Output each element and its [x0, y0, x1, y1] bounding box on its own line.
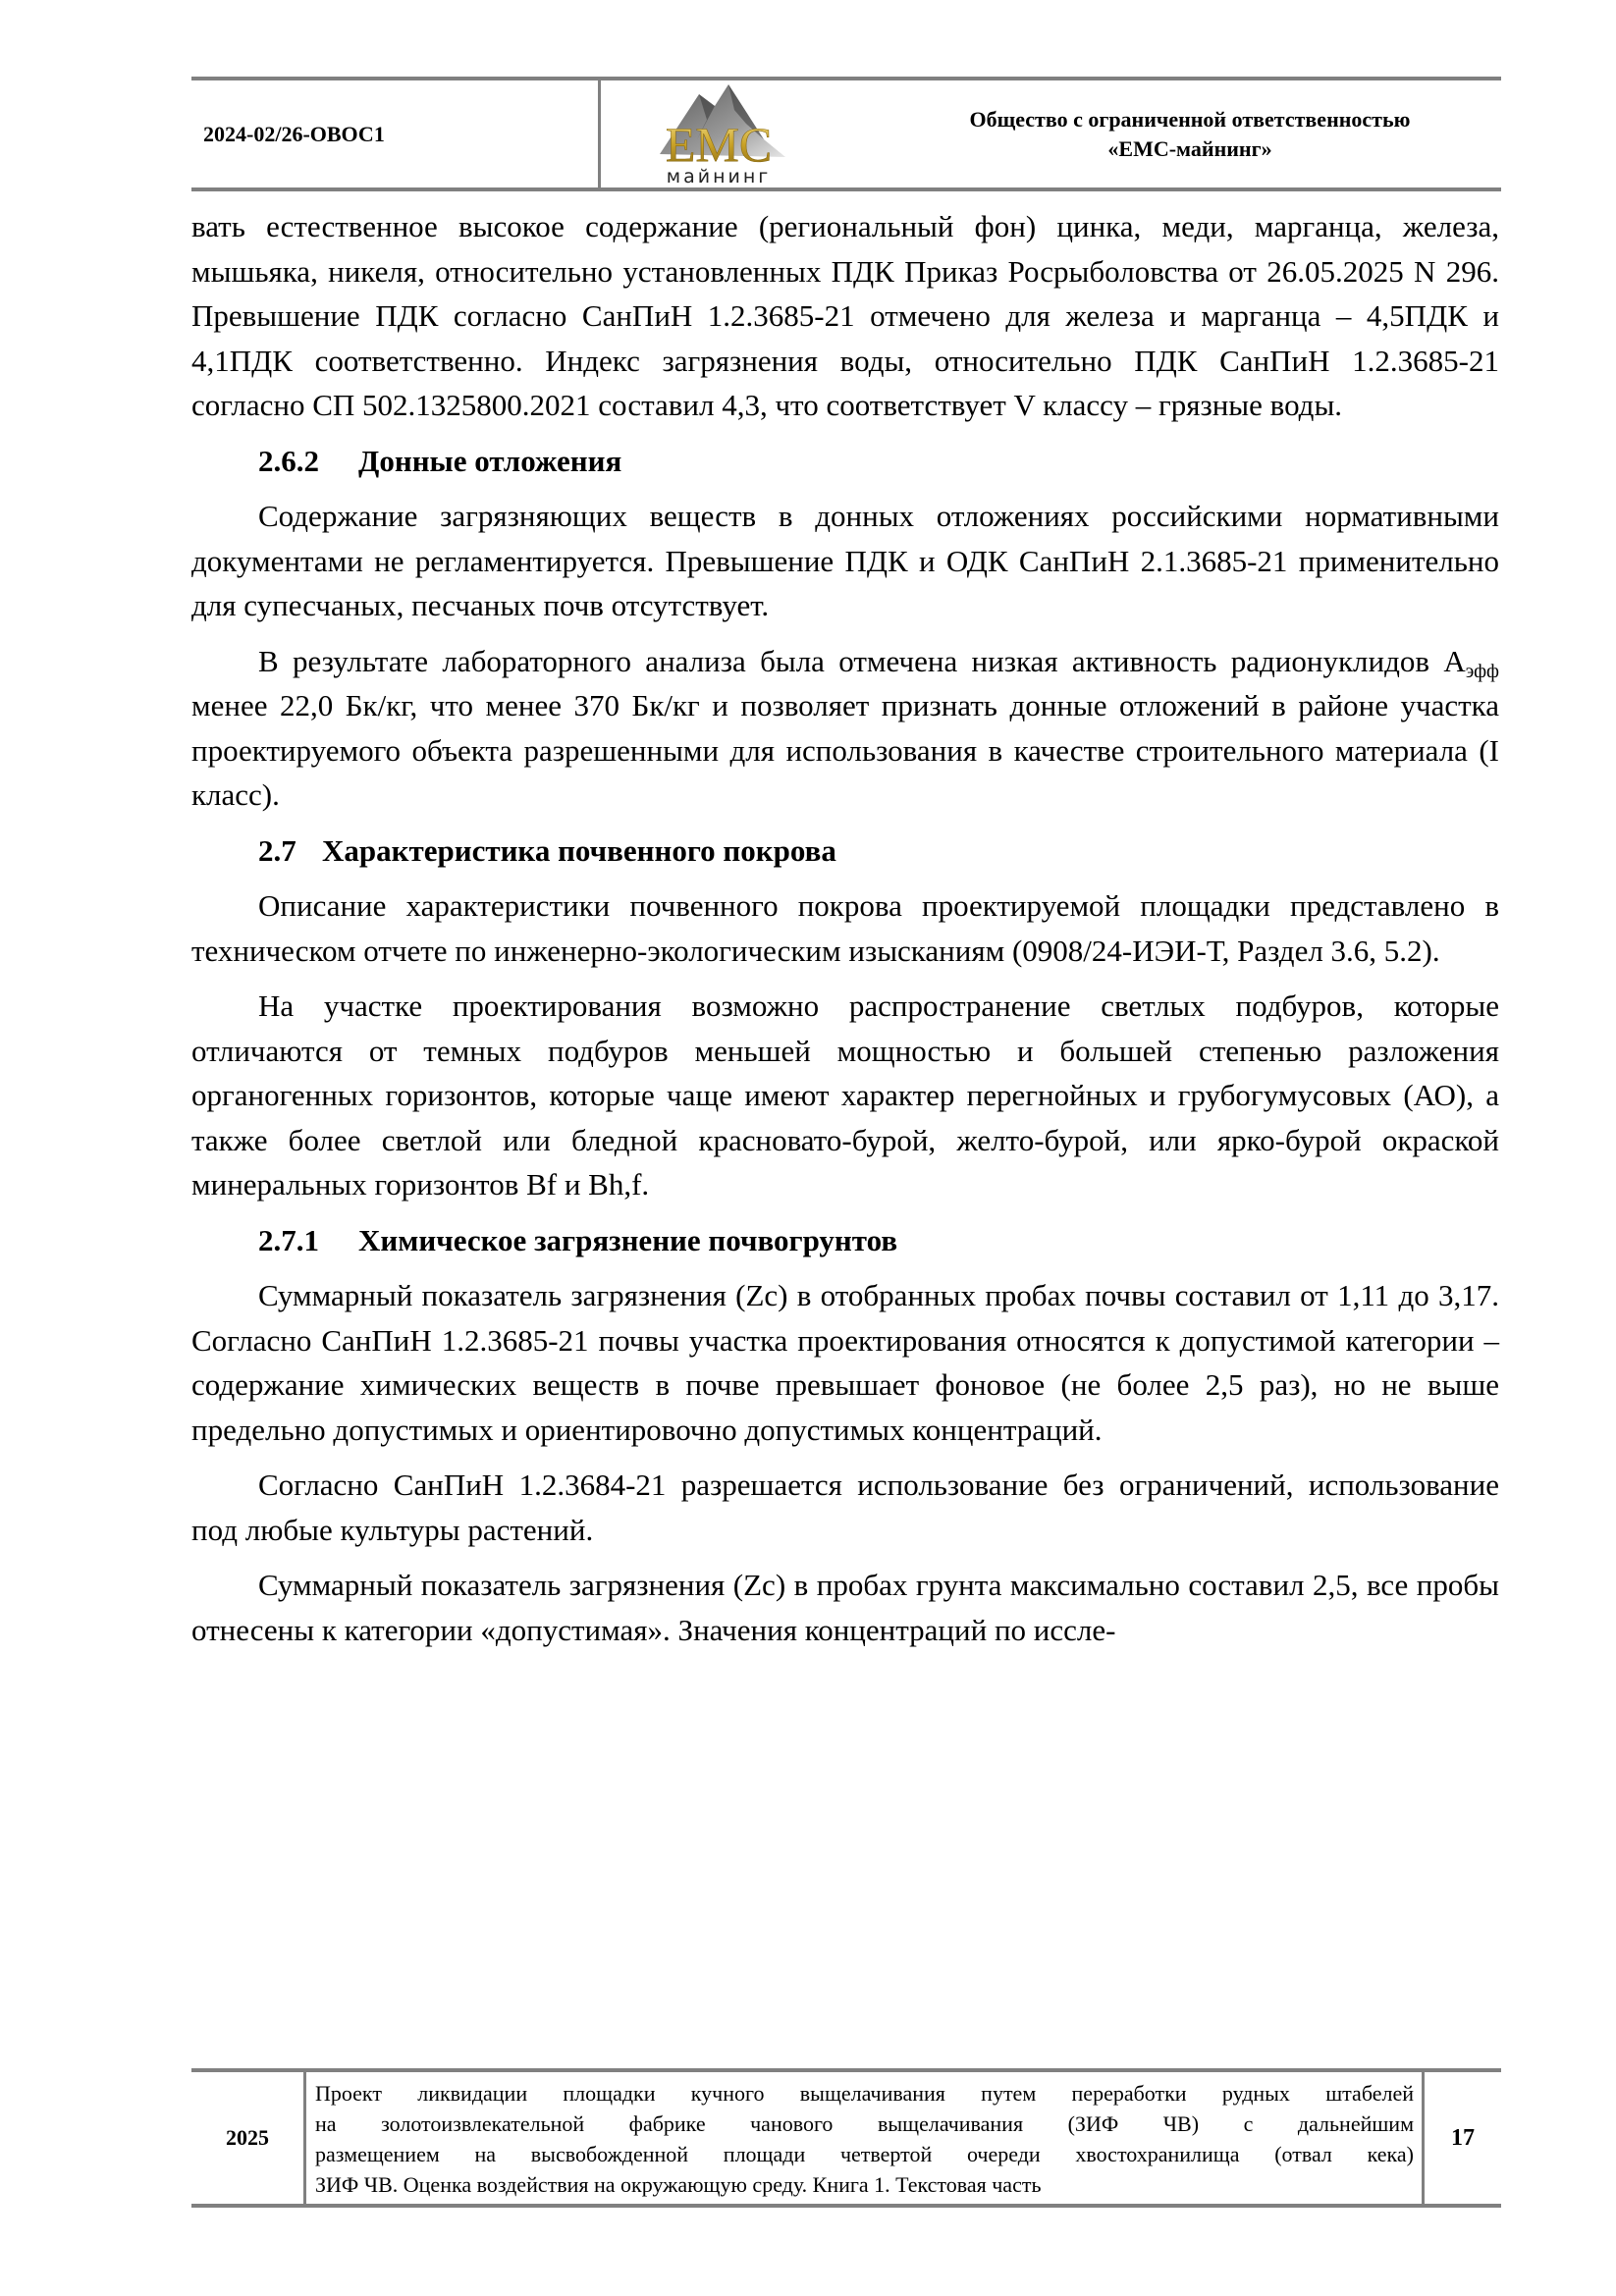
heading-title: Донные отложения [358, 443, 622, 478]
heading-title: Химическое загрязнение почвогрунтов [358, 1222, 898, 1257]
footer-title-line: на золотоизвлекательной фабрике чанового выщелачивания (ЗИФ ЧВ) с дальнейшим [315, 2111, 1414, 2136]
heading-title: Характеристика почвенного покрова [322, 832, 836, 868]
heading-2-6-2 [191, 439, 1499, 484]
footer-title-line: ЗИФ ЧВ. Оценка воздействия на окружающую среду. Книга 1. Текстовая часть [315, 2172, 1042, 2197]
organization-line-2: «ЕМС-майнинг» [1107, 135, 1272, 161]
subscript-eff: эфф [1465, 660, 1499, 682]
paragraph-podburs: На участке проектирования возможно распространение светлых подбуров, которые отличаются от темных подбуров меньшей мощностью и большей степенью разложения органогенных горизонтов, которые чаще имеют характер перегнойных и грубогумусовых (АО), а также более светлой или бледной красновато-бурой, желто-бурой, или ярко-бурой окраской минеральных горизонтов Bf и Bh,f. [191, 988, 1499, 1201]
footer-title-line: Проект ликвидации площадки кучного выщелачивания путем переработки рудных штабелей [315, 2081, 1414, 2106]
heading-number: 2.7 [258, 832, 296, 868]
document-code [191, 80, 601, 187]
paragraph-zc-ground: Суммарный показатель загрязнения (Zc) в пробах грунта максимально составил 2,5, все пробы отнесены к категории «допустимая». Значения концентраций по иссле- [191, 1568, 1499, 1647]
heading-number: 2.7.1 [258, 1222, 319, 1257]
document-body [191, 204, 1499, 1663]
page-footer [191, 2068, 1501, 2208]
page-header [191, 77, 1501, 191]
company-logo [638, 80, 800, 187]
page-number: 17 [1451, 2124, 1475, 2151]
footer-title-line: размещением на высвобожденной площади четвертой очереди хвостохранилища (отвал кека) [315, 2142, 1414, 2166]
heading-number: 2.6.2 [258, 443, 319, 478]
paragraph-soil-description: Описание характеристики почвенного покрова проектируемой площадки представлено в техническом отчете по инженерно-экологическим изысканиям (0908/24-ИЭИ-Т, Раздел 3.6, 5.2). [191, 888, 1499, 968]
organization-line-1: Общество с ограниченной ответственностью [969, 106, 1411, 132]
document-code-text: 2024-02/26-ОВОС1 [203, 121, 385, 146]
svg-text:EMC: EMC [665, 117, 773, 172]
paragraph-radionuclides: В результате лабораторного анализа была отмечена низкая активность радионуклидов $А_{эфф}$ менее 22,0 Бк/кг, что менее 370 Бк/кг и позволяет признать донные отложений в районе участка проектируемого объекта разрешенными для использования в качестве строительного материала (I класс). [191, 643, 1499, 812]
heading-2-7 [191, 828, 1499, 874]
organization-name [879, 80, 1501, 187]
paragraph-sediments: Содержание загрязняющих веществ в донных отложениях российскими нормативными документами не регламентируется. Превышение ПДК и ОДК СанПиН 2.1.3685-21 применительно для супесчаных, песчаных почв отсутствует. [191, 499, 1499, 622]
paragraph-sanpin-usage: Согласно СанПиН 1.2.3684-21 разрешается использование без ограничений, использование под любые культуры растений. [191, 1468, 1499, 1547]
svg-text:майнинг: майнинг [666, 166, 772, 187]
footer-year: 2025 [191, 2072, 306, 2204]
paragraph-water-quality: вать естественное высокое содержание (региональный фон) цинка, меди, марганца, железа, мышьяка, никеля, относительно установленных ПДК Приказ Росрыболовства от 26.05.2025 N 296. Превышение ПДК согласно СанПиН 1.2.3685-21 отмечено для железа и марганца – 4,5ПДК и 4,1ПДК соответственно. Индекс загрязнения воды, относительно ПДК СанПиН 1.2.3685-21 согласно СП 502.1325800.2021 составил 4,3, что соответствует V классу – грязные воды. [191, 209, 1499, 422]
paragraph-zc-soil: Суммарный показатель загрязнения (Zc) в отобранных пробах почвы составил от 1,11 до 3,17. Согласно СанПиН 1.2.3685-21 почвы участка проектирования относятся к допустимой категории – содержание химических веществ в почве превышает фоновое (не более 2,5 раз), но не выше предельно допустимых и ориентировочно допустимых концентраций. [191, 1278, 1499, 1447]
heading-2-7-1 [191, 1218, 1499, 1263]
footer-project-title [306, 2072, 1425, 2204]
mountain-logo-icon [638, 80, 800, 187]
